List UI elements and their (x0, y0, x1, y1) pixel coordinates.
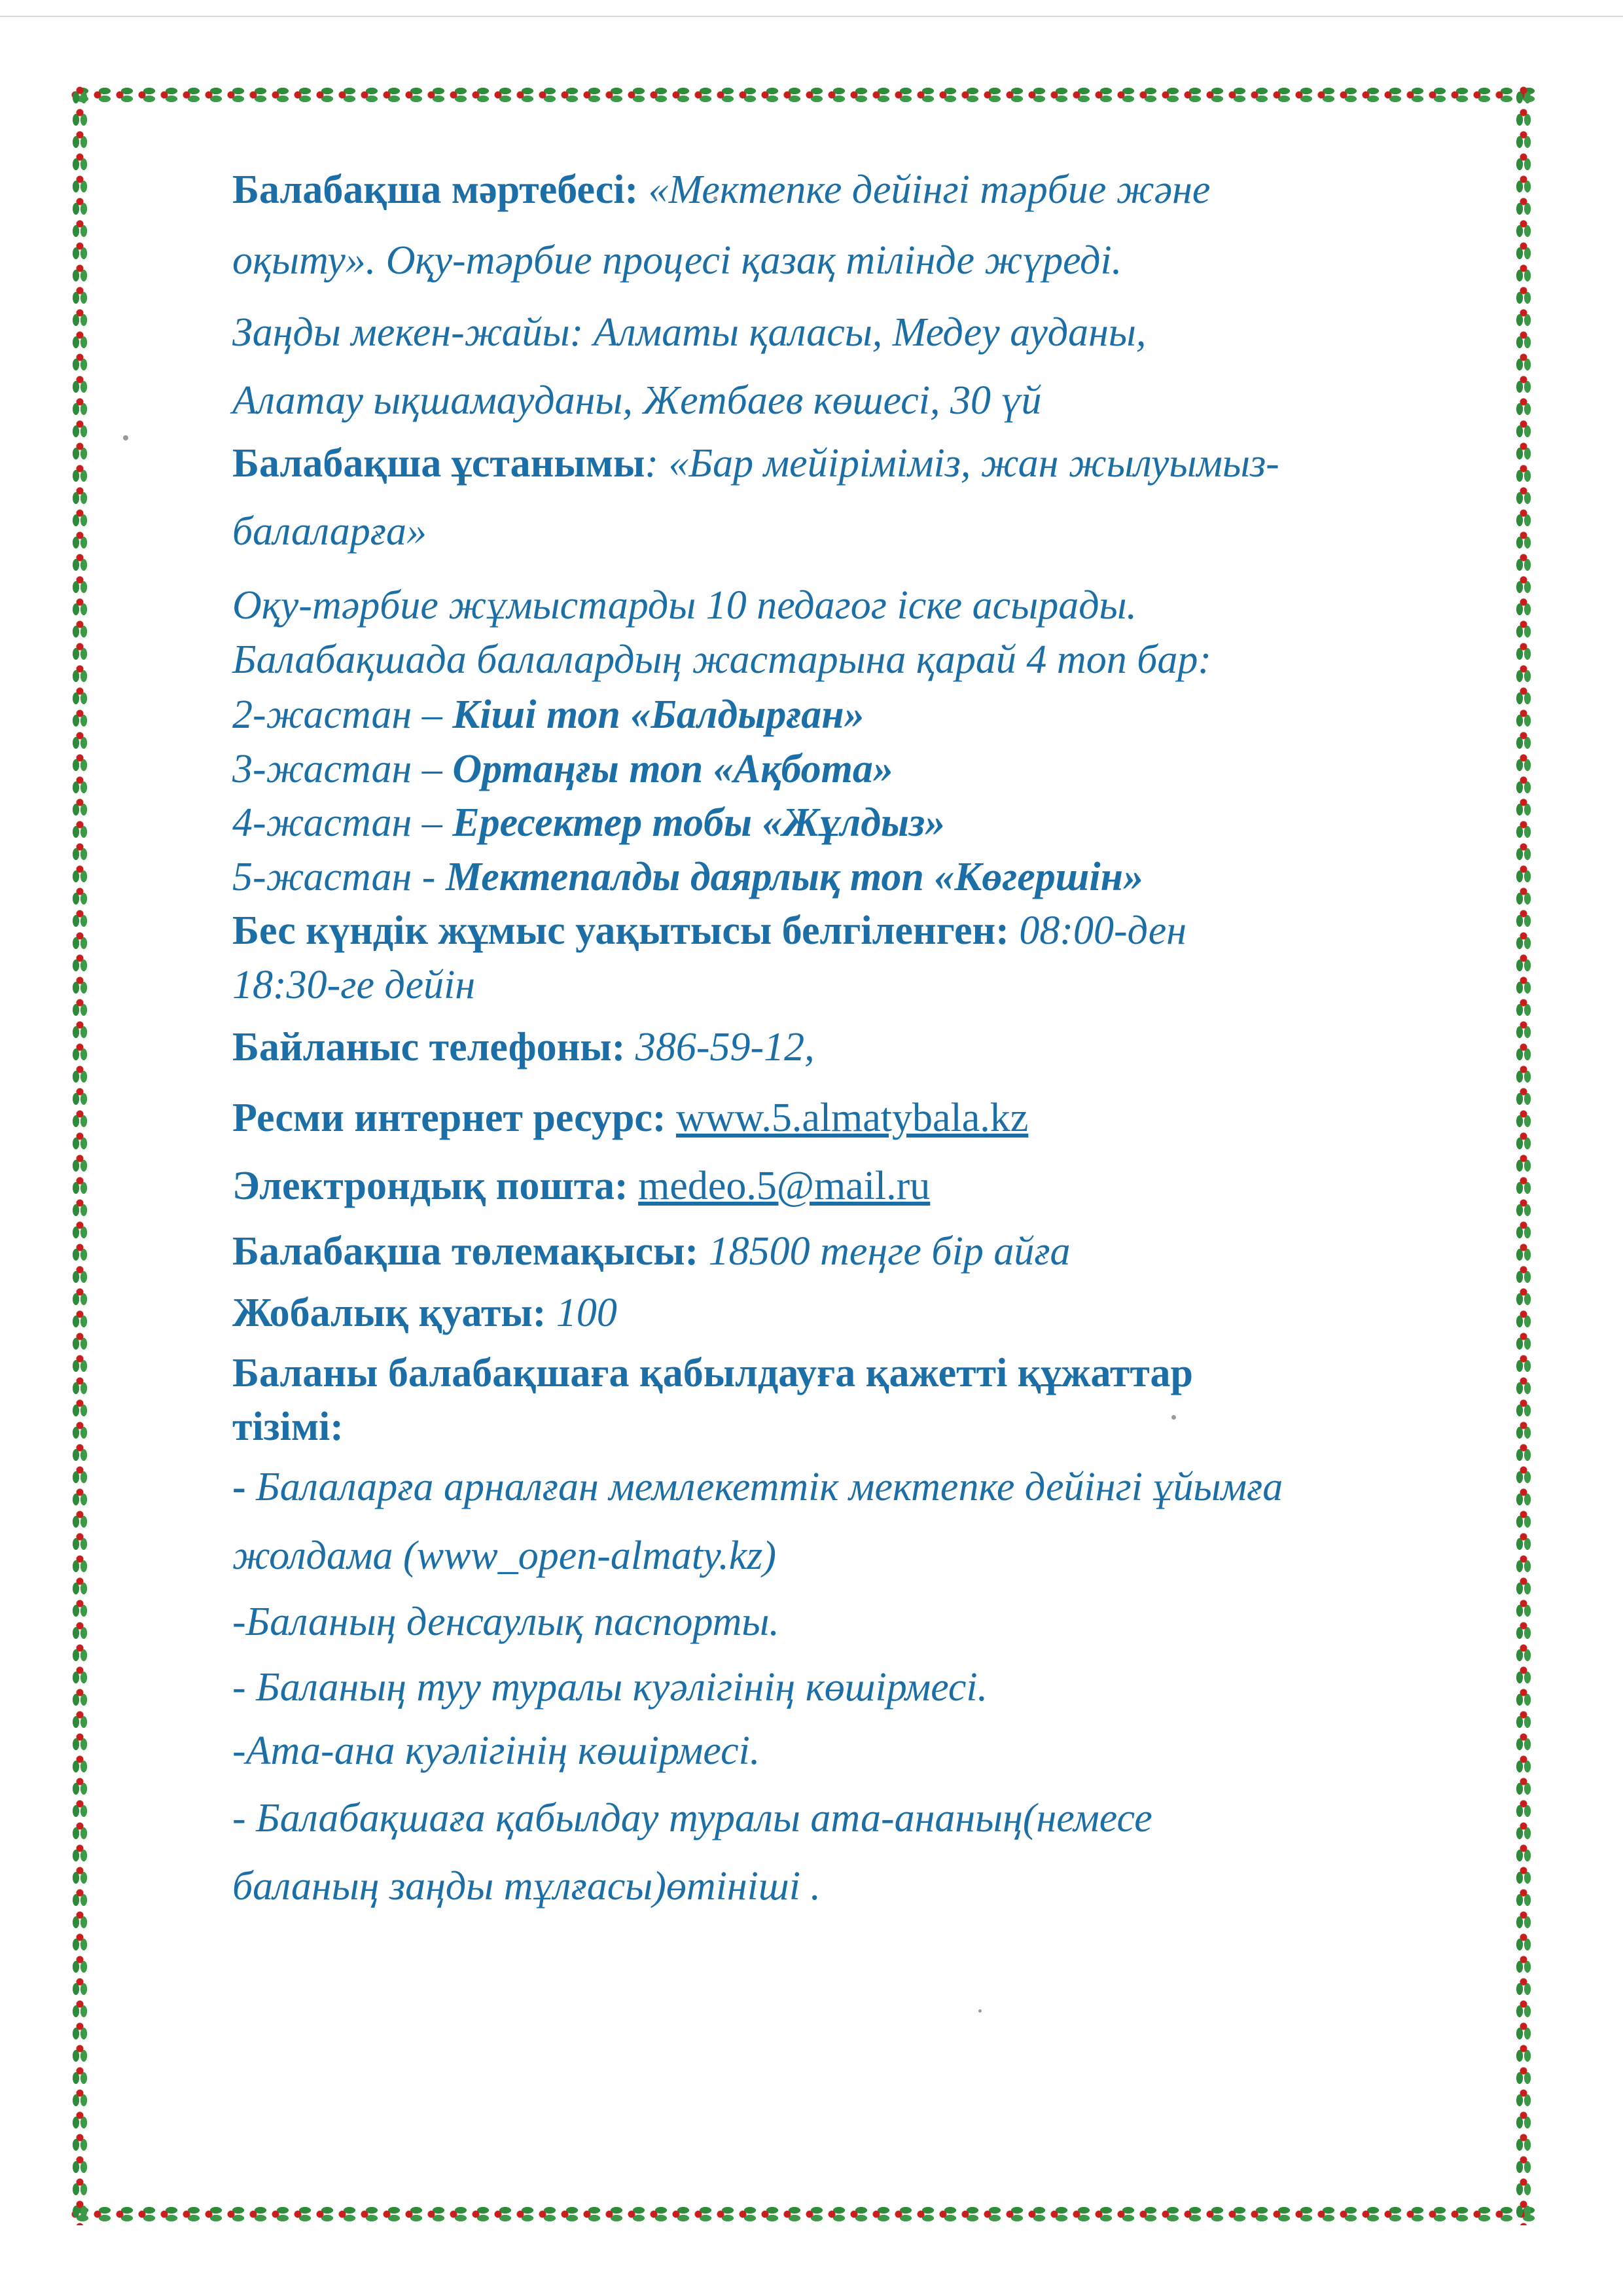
scan-top-rule (0, 16, 1623, 17)
hours-value: 08:00-ден (1008, 908, 1187, 953)
phone-line (232, 1021, 815, 1073)
hours-label: Бес күндік жұмыс уақытысы белгіленген: (232, 908, 1009, 953)
principle-line (232, 437, 1279, 490)
fee-line (232, 1225, 1071, 1278)
email-line (232, 1160, 930, 1212)
capacity-value: 100 (546, 1291, 617, 1335)
document-item: - Балабақшаға қабылдау туралы ата-ананың(немесе (232, 1796, 1152, 1840)
email-label: Электрондық пошта: (232, 1164, 628, 1208)
group-name: Ересектер тобы «Жұлдыз» (452, 800, 946, 845)
document-item (232, 1461, 1283, 1513)
hours-value-cont: 18:30-ге дейін (232, 963, 476, 1007)
group-age: 4-жастан – (232, 800, 453, 845)
phone-label: Байланыс телефоны: (232, 1025, 626, 1069)
group-age: 3-жастан – (232, 747, 453, 791)
status-label: Балабақша мәртебесі: (232, 168, 639, 212)
document-item: -Ата-ана куәлігінің көшірмесі. (232, 1729, 760, 1773)
group-name: Кіші топ «Балдырған» (452, 692, 865, 737)
document-item-cont: баланың заңды тұлғасы)өтініші . (232, 1864, 821, 1909)
status-value: «Мектепке дейінгі тәрбие және (648, 168, 1211, 212)
principle-label: Балабақша ұстанымы (232, 441, 645, 486)
group-item (232, 851, 1143, 903)
staff-line: Оқу-тәрбие жұмыстарды 10 педагог іске асырады. (232, 583, 1137, 628)
fee-label: Балабақша төлемақысы: (232, 1229, 699, 1274)
document-item: -Баланың денсаулық паспорты. (232, 1600, 779, 1644)
group-item (232, 689, 865, 741)
status-value-cont: оқыту». Оқу-тәрбие процесі қазақ тілінде жүреді. (232, 238, 1122, 283)
group-age: 2-жастан – (232, 692, 453, 737)
documents-title: Баланы балабақшаға қабылдауға қажетті құжаттар (232, 1351, 1194, 1395)
document-item-cont: жолдама (www_open-almaty.kz) (232, 1534, 777, 1578)
document-item-text: Балаларға арналған мемлекеттік мектепке дейінгі ұйымға (256, 1465, 1283, 1509)
berry-border-top (69, 84, 1535, 106)
capacity-label: Жобалық қуаты: (232, 1291, 546, 1335)
website-link[interactable]: www.5.almatybala.kz (676, 1096, 1029, 1140)
groups-intro: Балабақшада балалардың жастарына қарай 4 топ бар: (232, 637, 1212, 682)
email-link[interactable]: medeo.5@mail.ru (638, 1164, 931, 1208)
group-item (232, 797, 945, 849)
phone-value: 386-59-12, (625, 1025, 815, 1069)
berry-border-right (1512, 84, 1535, 2225)
principle-value-cont: балаларға» (232, 509, 427, 554)
group-name: Мектепалды даярлық топ «Көгершін» (445, 855, 1144, 899)
capacity-line (232, 1287, 617, 1339)
address-line-1: Заңды мекен-жайы: Алматы қаласы, Медеу ауданы, (232, 310, 1147, 355)
hours-line (232, 905, 1186, 957)
document-item: - Баланың туу туралы куәлігінің көшірмесі. (232, 1665, 988, 1710)
document-item-prefix: - (232, 1465, 257, 1509)
status-line (232, 164, 1210, 216)
address-line-2: Алатау ықшамауданы, Жетбаев көшесі, 30 үй (232, 378, 1042, 423)
fee-value: 18500 теңге бір айға (698, 1229, 1071, 1274)
documents-title-cont: тізімі: (232, 1405, 344, 1449)
berry-border-left (69, 84, 91, 2225)
website-label: Ресми интернет ресурс: (232, 1096, 666, 1140)
group-age: 5-жастан - (232, 855, 446, 899)
group-name: Ортаңғы топ «Ақбота» (452, 747, 893, 791)
principle-value: : «Бар мейіріміміз, жан жылуымыз- (645, 441, 1279, 486)
website-line (232, 1092, 1028, 1144)
group-item (232, 743, 893, 795)
berry-border-bottom (69, 2203, 1535, 2225)
